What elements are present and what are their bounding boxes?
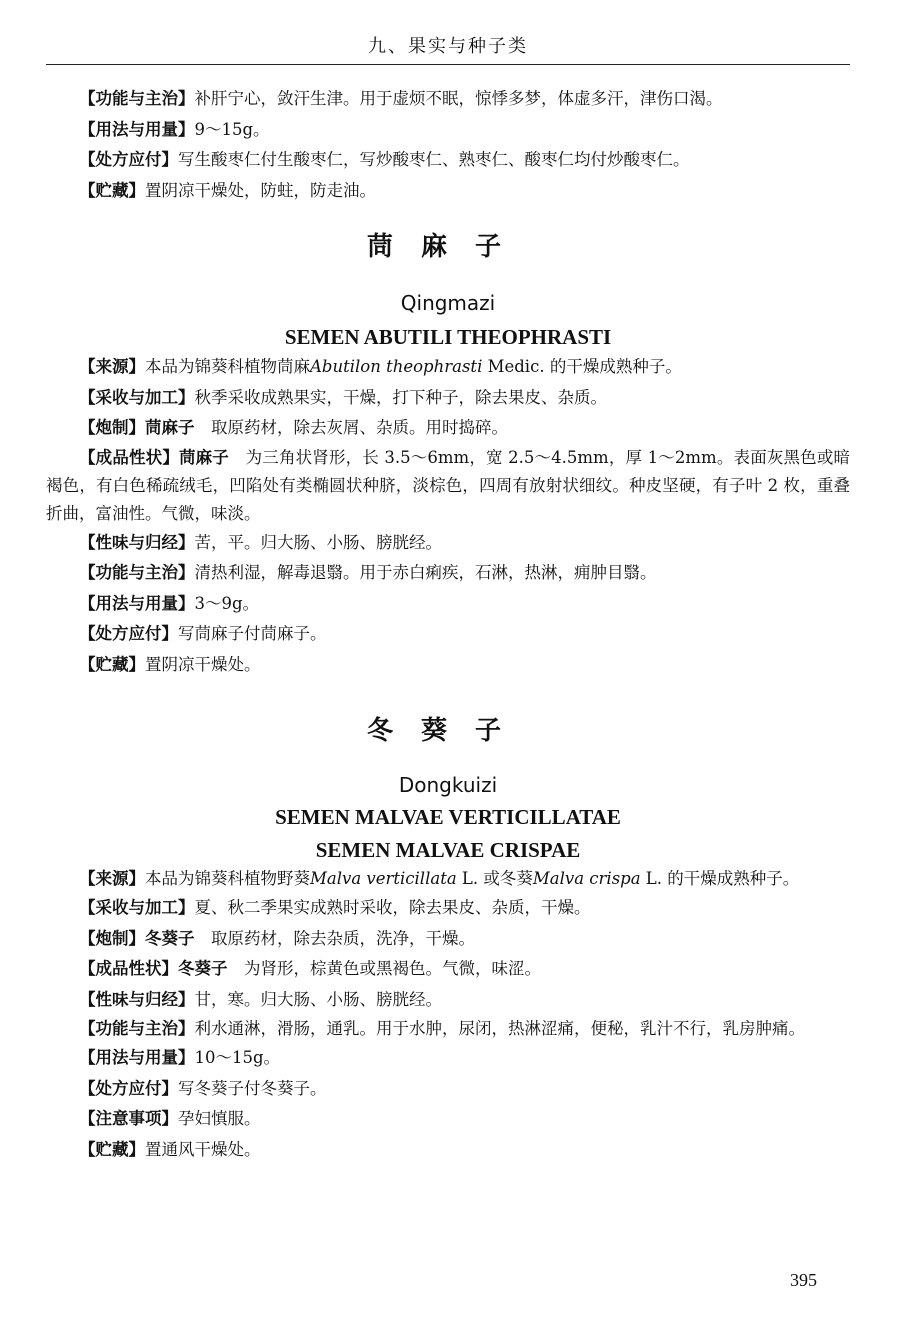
entry-label: 【性味与归经】 [79,989,195,1009]
dongkuizi-storage [46,1135,850,1166]
species-name: Malva verticillata [310,869,457,888]
dongkuizi-description [46,954,850,985]
header-rule [46,64,850,65]
entry-label: 【成品性状】茼麻子 [79,447,229,467]
qingmazi-function [46,558,850,589]
entry-text: 写生酸枣仁付生酸枣仁，写炒酸枣仁、熟枣仁、酸枣仁均付炒酸枣仁。 [178,150,690,169]
dongkuizi-source [46,865,850,893]
dongkuizi-dosage [46,1043,850,1074]
dongkuizi-harvest [46,893,850,924]
latin-name-dongkuizi-1: SEMEN MALVAE VERTICILLATAE [275,805,621,829]
entry-text: 取原药材，除去灰屑、杂质。用时捣碎。 [194,418,508,437]
entry-label: 【用法与用量】 [79,1048,195,1067]
entry-label: 【炮制】茼麻子 [79,418,195,437]
species-name: Malva crispa [532,869,641,888]
monograph-title-qingmazi: 茼麻子 [366,232,529,262]
dongkuizi-caution [46,1104,850,1135]
entry-text: 夏、秋二季果实成熟时采收，除去果皮、杂质，干燥。 [194,898,591,917]
entry-text: 为三角状肾形，长 3.5～6mm，宽 2.5～4.5mm，厚 1～2mm。表面灰黑色或暗褐色，有白色稀疏绒毛，凹陷处有类椭圆状种脐，淡棕色，四周有放射状细纹。种皮坚硬，有子叶 2 枚，重叠折曲，富油性。气微，味淡。 [46,447,851,523]
entry-text: 补肝宁心，敛汗生津。用于虚烦不眠，惊悸多梦，体虚多汗，津伤口渴。 [194,89,723,108]
entry-text: 苦，平。归大肠、小肠、膀胱经。 [194,532,442,552]
entry-label: 【功能与主治】 [79,89,195,108]
dongkuizi-nature [46,985,850,1016]
page-content [46,84,850,1165]
entry-label: 【贮藏】 [79,1139,145,1159]
entry-text: 置阴凉干燥处。 [145,654,261,674]
entry-label: 【性味与归经】 [79,532,195,552]
entry-label: 【成品性状】冬葵子 [79,959,228,978]
entry-label: 【注意事项】 [79,1109,178,1128]
entry-label: 【处方应付】 [79,624,178,643]
qingmazi-dosage [46,589,850,620]
entry-text: 写冬葵子付冬葵子。 [178,1078,327,1098]
entry-text: 置阴凉干燥处，防蛀，防走油。 [145,180,376,200]
qingmazi-source [46,352,850,383]
latin-name-dongkuizi-2: SEMEN MALVAE CRISPAE [315,838,581,862]
latin-name-qingmazi: SEMEN ABUTILI THEOPHRASTI [284,325,612,349]
entry-text: 本品为锦葵科植物茼麻 [145,357,310,376]
entry-text: 3～9g。 [194,593,260,613]
dongkuizi-function [46,1015,850,1043]
entry-text: 9～15g。 [194,119,270,139]
entry-label: 【来源】 [79,869,145,888]
entry-label: 【处方应付】 [79,150,178,169]
entry-text: 本品为锦葵科植物野葵 [145,869,310,888]
entry-text: 置通风干燥处。 [145,1139,261,1159]
entry-text: 甘，寒。归大肠、小肠、膀胱经。 [194,989,442,1009]
dongkuizi-processing [46,924,850,955]
entry-text: L. 或冬葵 [456,869,533,888]
entry-label: 【贮藏】 [79,654,145,674]
entry-text: 利水通淋，滑肠，通乳。用于水肿，尿闭，热淋涩痛，便秘，乳汁不行，乳房肿痛。 [194,1019,805,1038]
entry-label: 【处方应付】 [79,1078,178,1098]
prev-storage [46,176,850,207]
entry-text: 清热利湿，解毒退翳。用于赤白痢疾，石淋，热淋，痈肿目翳。 [194,563,657,582]
entry-label: 【采收与加工】 [79,898,195,917]
entry-text: 为肾形，棕黄色或黑褐色。气微，味涩。 [227,959,541,978]
entry-text: 写茼麻子付茼麻子。 [178,624,327,643]
entry-label: 【炮制】冬葵子 [79,928,195,948]
running-header: 九、果实与种子类 [368,36,528,57]
qingmazi-prescription [46,619,850,650]
entry-text: 取原药材，除去杂质，洗净，干燥。 [194,928,475,948]
qingmazi-nature [46,528,850,559]
entry-text: 秋季采收成熟果实，干燥，打下种子，除去果皮、杂质。 [194,387,607,407]
prev-dosage [46,115,850,146]
entry-label: 【功能与主治】 [79,1019,195,1038]
entry-text: Medic. 的干燥成熟种子。 [482,357,682,376]
qingmazi-description [46,444,850,528]
dongkuizi-prescription [46,1074,850,1105]
monograph-title-dongkuizi: 冬葵子 [366,716,529,746]
qingmazi-harvest [46,383,850,414]
entry-text: 孕妇慎服。 [178,1109,261,1128]
entry-label: 【来源】 [79,357,145,376]
entry-label: 【贮藏】 [79,180,145,200]
pinyin-dongkuizi: Dongkuizi [398,773,498,797]
entry-label: 【采收与加工】 [79,387,195,407]
entry-text: L. 的干燥成熟种子。 [640,869,800,888]
prev-prescription [46,145,850,176]
pinyin-qingmazi: Qingmazi [400,291,496,315]
qingmazi-storage [46,650,850,681]
page-number: 395 [790,1270,817,1290]
entry-text: 10～15g。 [194,1048,281,1067]
species-name: Abutilon theophrasti [310,357,483,376]
entry-label: 【功能与主治】 [79,563,195,582]
prev-function [46,84,850,115]
qingmazi-processing [46,413,850,444]
entry-label: 【用法与用量】 [79,593,195,613]
entry-label: 【用法与用量】 [79,119,195,139]
